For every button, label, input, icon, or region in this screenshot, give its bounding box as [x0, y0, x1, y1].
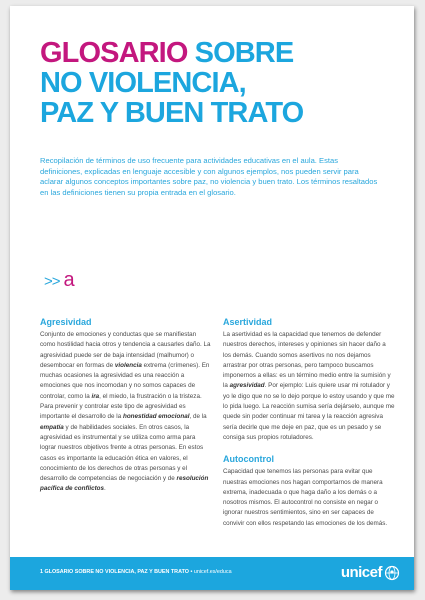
section-letter: a — [63, 269, 75, 291]
title-accent-word: GLOSARIO — [40, 37, 188, 69]
glossary-link[interactable]: violencia — [114, 361, 142, 369]
logo-text: unicef — [340, 564, 382, 581]
definition-text: extrema (crímenes). En muchas ocasiones la agresividad es una reacción a emociones que nos incomodan y no somos capaces de controlar, como la — [40, 361, 210, 400]
footer-doc-title: GLOSARIO SOBRE NO VIOLENCIA, PAZ Y BUEN TRATO — [44, 569, 189, 575]
right-column — [223, 316, 395, 539]
glossary-link[interactable]: honestidad emocional — [122, 413, 190, 421]
definition-text: La asertividad es la capacidad que tenemos de defender nuestros derechos, intereses y opiniones sin hacer daño a los demás. Cuando somos asertivos no nos dejamos arrastrar por otras personas, pero tampoco buscamos imponernos a ellas: es un término medio entre la sumisión y la — [223, 331, 391, 390]
definition-text: . Por ejemplo: Luis quiere usar mi rotulador y yo le digo que no se lo dejo porque lo estoy usando y que me lo pida luego. La reacción sumisa sería dejárselo, aunque me quede sin poder continuar mi tarea y la reacción agresiva sería decirle que me deje en paz, que es un pesado y se consiga sus propios rotuladores. — [223, 382, 395, 441]
glossary-link[interactable]: resolución pacífica de conflictos — [40, 475, 209, 493]
footer-text — [40, 569, 232, 575]
definition-text: Capacidad que tenemos las personas para evitar que nuestras emociones nos hagan comportarnos de manera extrema, inadecuada o que haga daño a los demás o a nosotros mismos. El autocontrol no consiste en negar o ignorar nuestros sentimientos, sino en ser capaces de convivir con ellos respetando las emociones de los demás. — [223, 468, 388, 527]
term-definition — [223, 330, 395, 443]
unicef-globe-icon — [384, 565, 400, 581]
definition-text: , el miedo, la frustración o la tristeza. Para prevenir y controlar este tipo de agresividad es importante el desarrollo de la — [40, 392, 202, 421]
document-page — [10, 6, 414, 590]
intro-paragraph: Recopilación de términos de uso frecuente para actividades educativas en el aula. Estas definiciones, explicadas en lenguaje accesible y con algunos ejemplos, nos pueden servir para aclarar algunos conceptos importantes sobre paz, no violencia y buen trato. Los términos resaltados en las definiciones tienen su propia entrada en el glosario. — [40, 156, 378, 197]
term-definition — [40, 330, 212, 495]
title-line3: PAZ Y BUEN TRATO — [40, 97, 304, 129]
definition-text: Conjunto de emociones y conductas que se manifiestan como hostilidad hacia otros y tendencia a causarles daño. La agresividad puede ser de baja intensidad (malhumor) o desembocar en formas de — [40, 331, 211, 369]
unicef-logo[interactable] — [341, 564, 400, 581]
definition-text: y de habilidades sociales. En otros casos, la agresividad es instrumental y se utiliza como arma para lograr nuestros objetivos frente a otras personas. En estos casos es importante la educación ética en valores, el conocimiento de los derechos de otras personas y el desarrollo de competencias de negociación y de — [40, 423, 204, 483]
term-heading: Asertividad — [223, 317, 273, 327]
title-line2: NO VIOLENCIA, — [40, 67, 246, 99]
footer-separator: • — [190, 569, 193, 575]
term-definition — [223, 467, 395, 529]
glossary-link[interactable]: agresividad — [229, 382, 265, 390]
page-number: 1 — [40, 569, 43, 575]
title-line1-rest: SOBRE — [187, 37, 294, 69]
page-title — [40, 38, 400, 128]
section-letter-heading — [44, 269, 75, 293]
left-column — [40, 316, 212, 505]
definition-text: , de la — [189, 413, 207, 421]
definition-text: . — [104, 485, 106, 493]
page-footer — [10, 557, 414, 590]
glossary-link[interactable]: empatía — [40, 423, 64, 431]
term-heading: Autocontrol — [223, 454, 274, 465]
glossary-link[interactable]: ira — [91, 392, 100, 400]
double-arrow-icon: >> — [44, 273, 60, 290]
footer-url-link[interactable]: unicef.es/educa — [193, 569, 232, 575]
term-heading: Agresividad — [40, 317, 92, 327]
